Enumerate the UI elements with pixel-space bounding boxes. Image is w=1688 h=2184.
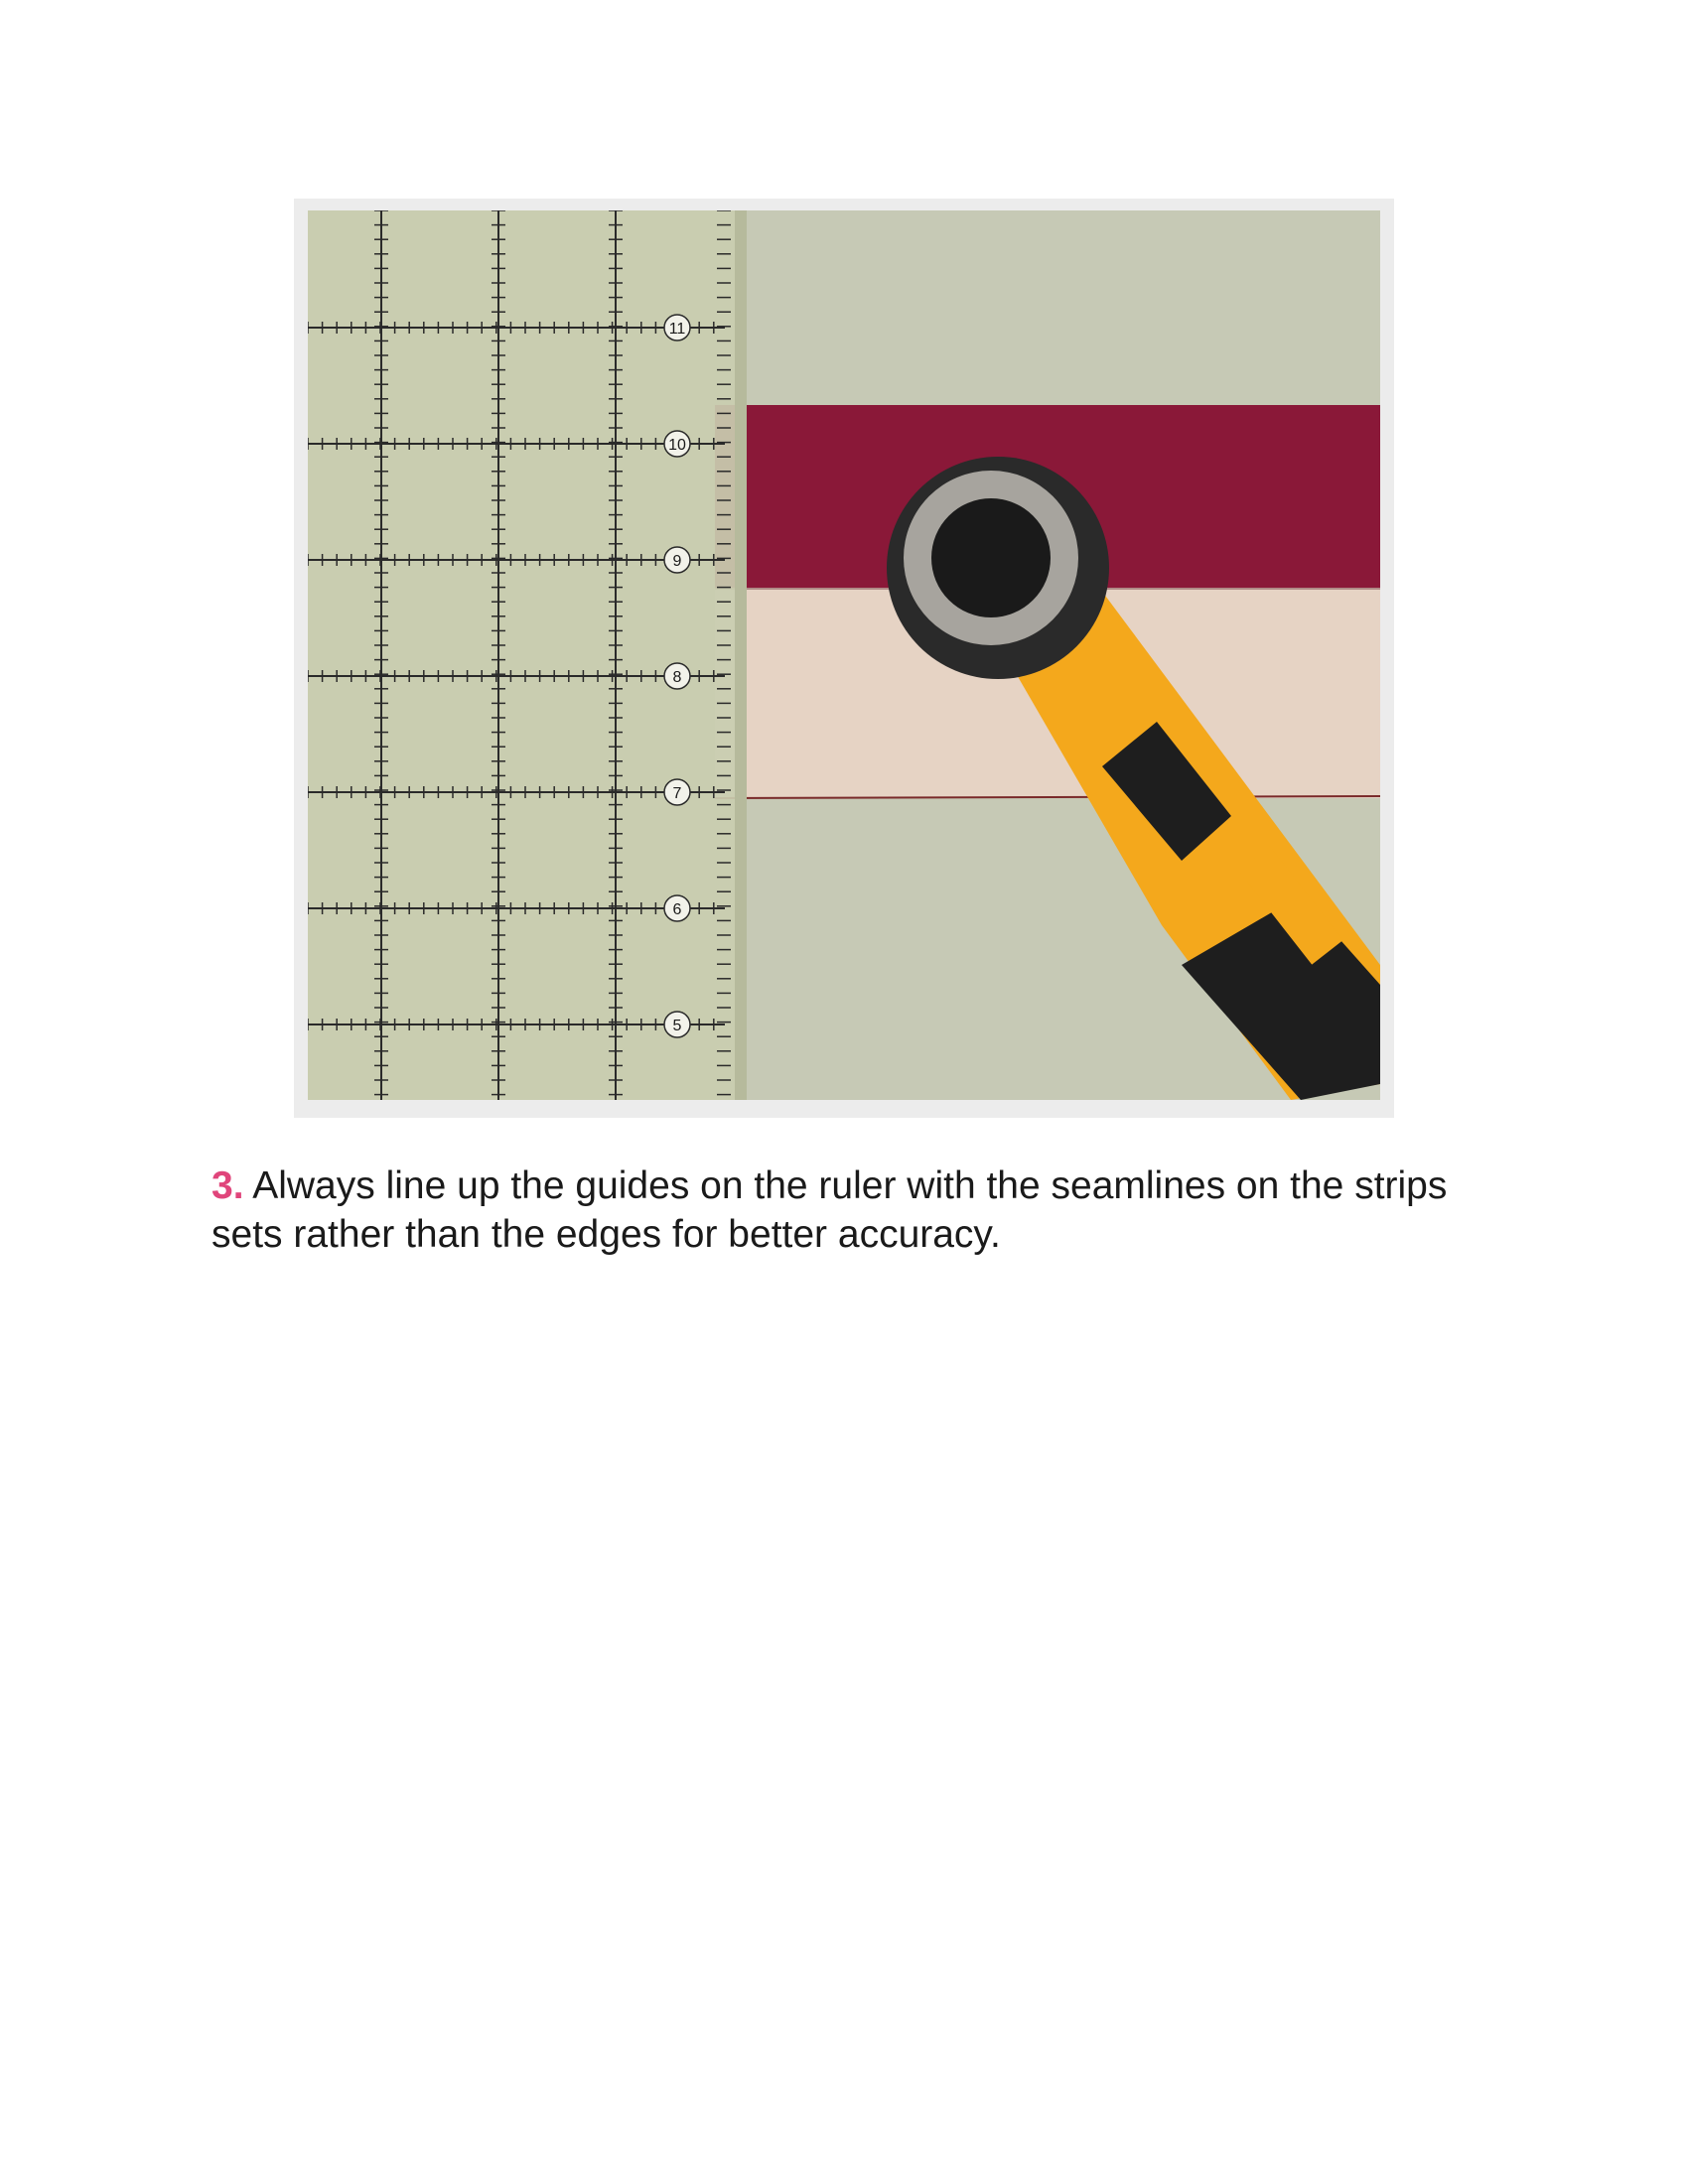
ruler-number: 8 (672, 669, 682, 686)
ruler-number: 10 (668, 437, 686, 454)
step-text: Always line up the guides on the ruler with the seamlines on the strips sets rather than the edges for better accuracy. (211, 1164, 1448, 1256)
rotary-cutter-photo (308, 210, 1380, 1100)
ruler-number: 9 (672, 553, 682, 570)
photo-frame (294, 199, 1394, 1118)
ruler-number: 11 (668, 321, 686, 338)
photo-illustration (308, 210, 1380, 1100)
ruler-number: 6 (672, 901, 682, 918)
ruler-number: 5 (672, 1018, 682, 1034)
step-number: 3. (211, 1164, 244, 1207)
step-caption (211, 1161, 1502, 1259)
ruler-number: 7 (672, 785, 682, 802)
quilting-ruler (308, 210, 747, 1100)
